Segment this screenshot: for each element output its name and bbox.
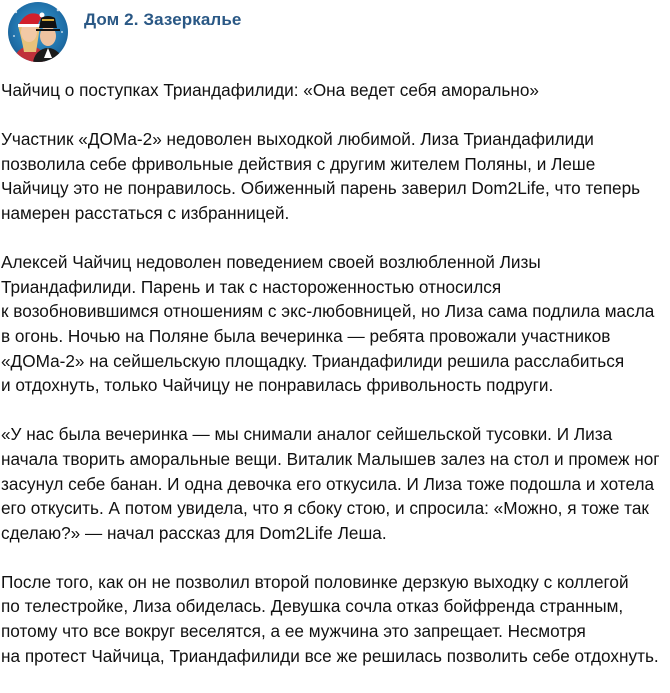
paragraph-line: начала творить аморальные вещи. Виталик Малышев залез на стол и промеж ног [1, 448, 660, 469]
post-header [0, 0, 670, 72]
paragraph-line: по телестройке, Лиза обиделась. Девушка сочла отказ бойфренда странным, [1, 596, 624, 617]
paragraph-3 [1, 422, 667, 545]
paragraph-line: Участник «ДОМа-2» недоволен выходкой любимой. Лиза Триандафилиди [1, 129, 594, 150]
community-avatar[interactable] [8, 2, 68, 62]
post-title: Чайчиц о поступках Триандафилиди: «Она ведет себя аморально» [1, 80, 539, 100]
paragraph-line: Чайчицу это не понравилось. Обиженный парень заверил Dom2Life, что теперь [1, 178, 641, 199]
paragraph-line: и отдохнуть, только Чайчицу не понравилась фривольность подруги. [1, 375, 554, 396]
paragraph-line: «ДОМа-2» на сейшельскую площадку. Триандафилиди решила расслабиться [1, 350, 625, 371]
paragraph-4 [1, 570, 667, 668]
community-name-link[interactable]: Дом 2. Зазеркалье [84, 10, 242, 29]
paragraph-line: После того, как он не позволил второй половинке дерзкую выходку с коллегой [1, 571, 629, 592]
paragraph-line: сделаю?» — начал рассказ для Dom2Life Леша. [1, 522, 387, 543]
paragraph-line: на протест Чайчица, Триандафилиди все же решилась позволить себе отдохнуть. [1, 645, 659, 666]
paragraph-line: позволила себе фривольные действия с другим жителем Поляны, и Леше [1, 153, 596, 174]
paragraph-line: потому что все вокруг веселятся, а ее мужчина это запрещает. Несмотря [1, 621, 586, 642]
paragraph-line: в огонь. Ночью на Поляне была вечеринка — ребята провожали участников [1, 325, 611, 346]
paragraph-1 [1, 127, 667, 225]
paragraph-line: «У нас была вечеринка — мы снимали аналог сейшельской тусовки. И Лиза [1, 424, 613, 445]
paragraph-line: засунул себе банан. И одна девочка его откусила. И Лиза тоже подошла и хотела [1, 473, 655, 494]
paragraph-line: к возобновившимся отношениям с экс-любовницей, но Лиза сама подлила масла [1, 301, 655, 322]
community-avatar-icon [8, 2, 68, 62]
paragraph-line: намерен расстаться с избранницей. [1, 202, 290, 223]
post-text [1, 78, 667, 693]
paragraph-line: его откусить. А потом увидела, что я сбоку стою, и спросила: «Можно, я тоже так [1, 498, 649, 519]
paragraph-line: Алексей Чайчиц недоволен поведением своей возлюбленной Лизы [1, 252, 541, 273]
paragraph-line: Триандафилиди. Парень и так с настороженностью относился [1, 276, 502, 297]
paragraph-2 [1, 250, 667, 398]
